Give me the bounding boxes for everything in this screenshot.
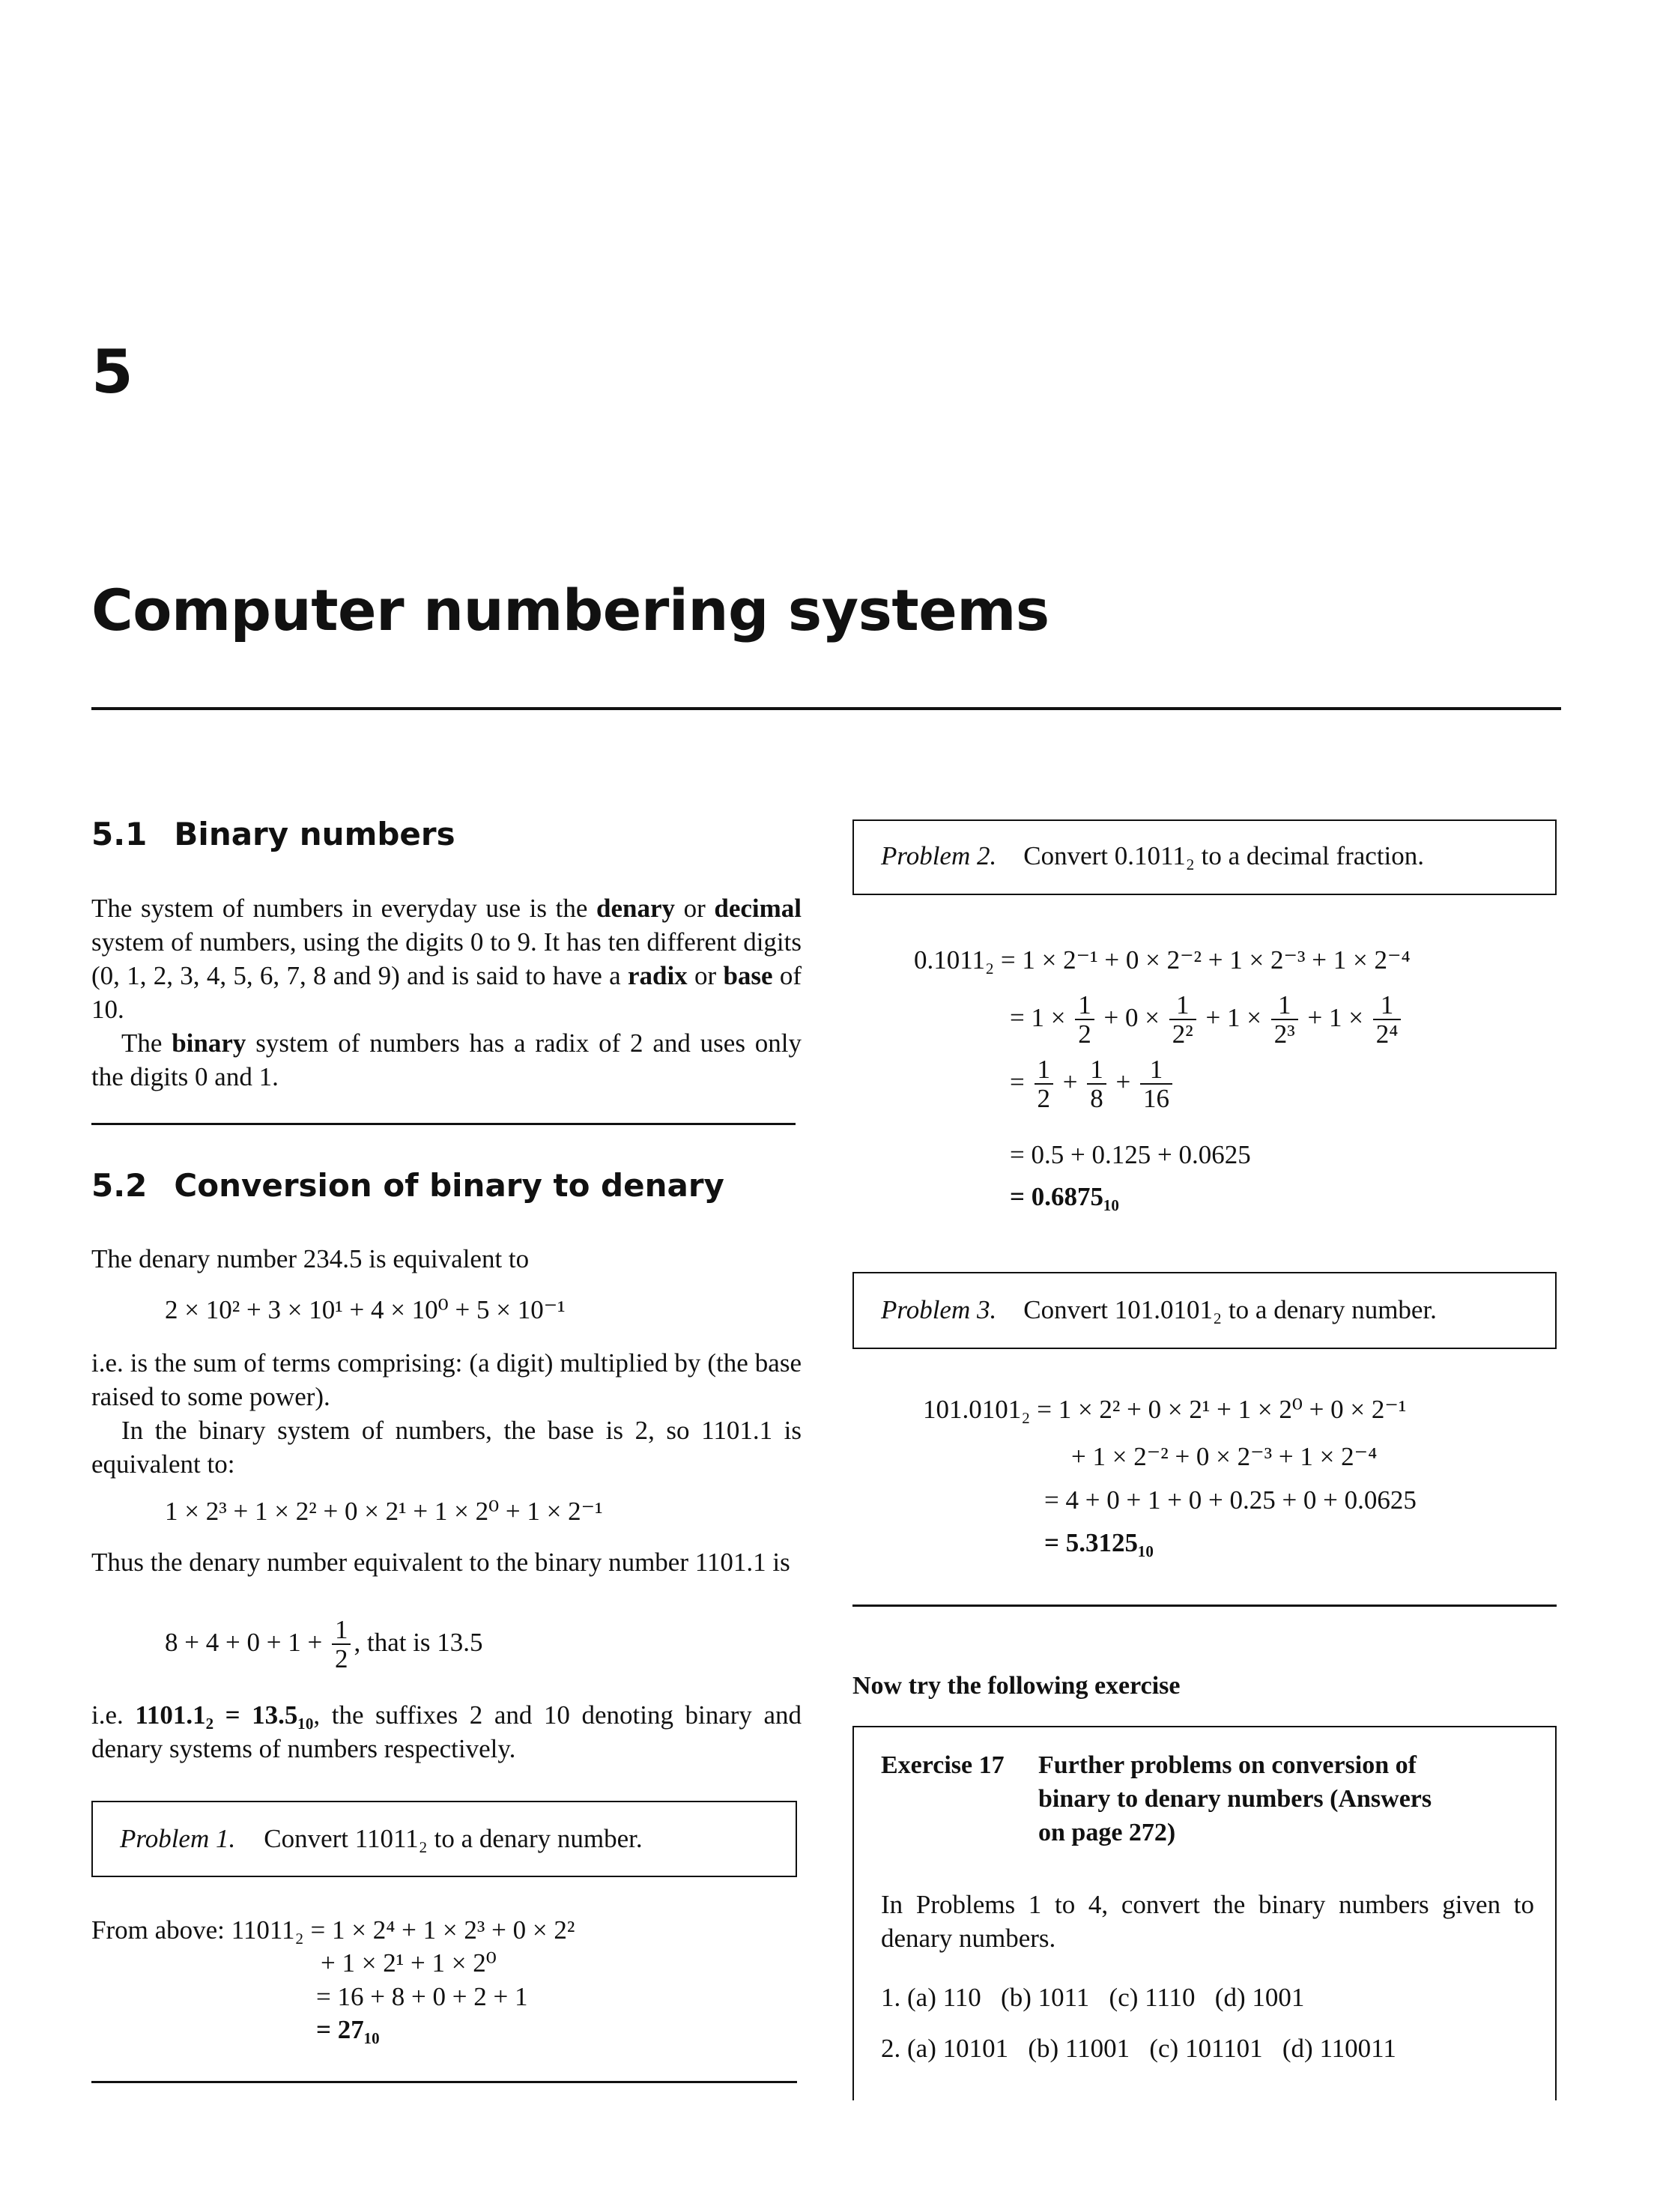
exercise-question-2: 2. (a) 10101 (b) 11001 (c) 101101 (d) 110011 — [881, 2034, 1396, 2063]
fraction: $\frac{1}{2}$ — [1075, 992, 1094, 1049]
problem-2-result: = 0.6875₁₀ — [1010, 1182, 1119, 1211]
problem-3-result: = 5.3125₁₀ — [1044, 1528, 1154, 1557]
result-13-5: 1101.1₂ = 13.5₁₀ — [135, 1700, 314, 1730]
problem-3-rule — [852, 1605, 1557, 1607]
term-base: base — [723, 961, 773, 990]
problem-2-box — [852, 819, 1557, 895]
problem-1-label: Problem 1. — [120, 1824, 236, 1853]
term-decimal: decimal — [714, 894, 802, 923]
paragraph-intro: The denary number 234.5 is equivalent to — [91, 1244, 530, 1273]
problem-3-line-3: = 4 + 0 + 1 + 0 + 0.25 + 0 + 0.0625 — [1044, 1485, 1417, 1515]
problem-3-statement: Problem 3. Convert 101.0101₂ to a denary number. — [881, 1295, 1437, 1324]
problem-1-rule — [91, 2081, 797, 2083]
section-5-1-heading — [91, 815, 455, 854]
section-rule — [91, 1123, 796, 1125]
paragraph-sum-of-terms: i.e. is the sum of terms comprising: (a digit) multiplied by (the base raised to some power). — [91, 1348, 802, 1411]
problem-1-statement: Problem 1. Convert 11011₂ to a denary number. — [120, 1824, 643, 1853]
section-number: 5.1 — [91, 816, 148, 852]
term-denary: denary — [596, 894, 675, 923]
fraction: $\frac{1}{2}$ — [1035, 1056, 1054, 1113]
section-5-2-heading — [91, 1166, 724, 1205]
equation-denary-expansion: 2 × 10² + 3 × 10¹ + 4 × 10⁰ + 5 × 10⁻¹ — [165, 1295, 566, 1324]
paragraph-denary-system: The system of numbers in everyday use is the denary or decimal system of numbers, using the digits 0 to 9. It has ten different digits (0, 1, 2, 3, 4, 5, 6, 7, 8 and 9) and is said to have a radix or base of 10. — [91, 894, 802, 1024]
problem-2-statement: Problem 2. Convert 0.1011₂ to a decimal fraction. — [881, 841, 1425, 870]
problem-3-box — [852, 1272, 1557, 1349]
problem-1-box — [91, 1801, 797, 1877]
paragraph-suffixes: i.e. 1101.1₂ = 13.5₁₀, the suffixes 2 and 10 denoting binary and denary systems of numbers respectively. — [91, 1700, 802, 1763]
fraction: $\frac{1}{\text{2⁴}}$ — [1373, 992, 1402, 1049]
term-radix: radix — [627, 961, 688, 990]
problem-1-result: = 27₁₀ — [316, 2015, 380, 2044]
problem-2-line-2: = 1 × $\frac{1}{2}$ + 0 × $\frac{1}{\text{2²}}$ + 1 × $\frac{1}{\text{2³}}$ + 1 × $\frac{1}{\text{2⁴}}$ — [1010, 992, 1404, 1049]
problem-2-line-4: = 0.5 + 0.125 + 0.0625 — [1010, 1140, 1251, 1169]
fraction: $\frac{1}{\text{2³}}$ — [1271, 992, 1298, 1049]
problem-2-line-1: 0.1011₂ = 1 × 2⁻¹ + 0 × 2⁻² + 1 × 2⁻³ + 1 × 2⁻⁴ — [914, 945, 1411, 975]
problem-2-label: Problem 2. — [881, 841, 997, 870]
exercise-17-box — [852, 1726, 1557, 2100]
exercise-lead: Now try the following exercise — [852, 1672, 1181, 1700]
problem-3-label: Problem 3. — [881, 1295, 997, 1324]
equation-sum-13-5: 8 + 4 + 0 + 1 + $\frac{1}{2}$ , that is 13.5 — [165, 1615, 483, 1673]
paragraph-binary-system: The binary system of numbers has a radix of 2 and uses only the digits 0 and 1. — [91, 1028, 802, 1091]
section-number: 5.2 — [91, 1167, 148, 1204]
chapter-number: 5 — [91, 337, 133, 407]
paragraph-binary-base: In the binary system of numbers, the base is 2, so 1101.1 is equivalent to: — [91, 1416, 802, 1479]
fraction-half: $\frac{1}{2}$ — [332, 1616, 351, 1673]
term-binary: binary — [172, 1028, 246, 1058]
exercise-label: Exercise 17 — [881, 1751, 1005, 1779]
problem-1-line-3: = 16 + 8 + 0 + 2 + 1 — [316, 1982, 528, 2011]
problem-3-line-1: 101.0101₂ = 1 × 2² + 0 × 2¹ + 1 × 2⁰ + 0 × 2⁻¹ — [923, 1395, 1407, 1424]
section-title: Binary numbers — [174, 816, 455, 852]
paragraph-thus: Thus the denary number equivalent to the binary number 1101.1 is — [91, 1548, 790, 1577]
exercise-title: Further problems on conversion of binary to denary numbers (Answers on page 272) — [1038, 1751, 1432, 1846]
exercise-question-1: 1. (a) 110 (b) 1011 (c) 1110 (d) 1001 — [881, 1983, 1305, 2012]
fraction: $\frac{1}{16}$ — [1140, 1056, 1172, 1113]
fraction: $\frac{1}{\text{2²}}$ — [1169, 992, 1196, 1049]
section-title: Conversion of binary to denary — [174, 1167, 724, 1204]
chapter-title: Computer numbering systems — [91, 577, 1049, 643]
problem-3-line-2: + 1 × 2⁻² + 0 × 2⁻³ + 1 × 2⁻⁴ — [1071, 1442, 1378, 1471]
problem-1-line-1: From above: 11011₂ = 1 × 2⁴ + 1 × 2³ + 0 × 2² — [91, 1915, 575, 1945]
problem-2-line-3: = $\frac{1}{2}$ + $\frac{1}{8}$ + $\frac{1}{16}$ — [1010, 1056, 1175, 1113]
equation-binary-expansion: 1 × 2³ + 1 × 2² + 0 × 2¹ + 1 × 2⁰ + 1 × 2⁻¹ — [165, 1497, 603, 1526]
chapter-rule — [91, 707, 1561, 710]
fraction: $\frac{1}{8}$ — [1087, 1056, 1106, 1113]
problem-1-line-2: + 1 × 2¹ + 1 × 2⁰ — [321, 1948, 497, 1978]
exercise-instructions: In Problems 1 to 4, convert the binary numbers given to denary numbers. — [881, 1890, 1534, 1953]
